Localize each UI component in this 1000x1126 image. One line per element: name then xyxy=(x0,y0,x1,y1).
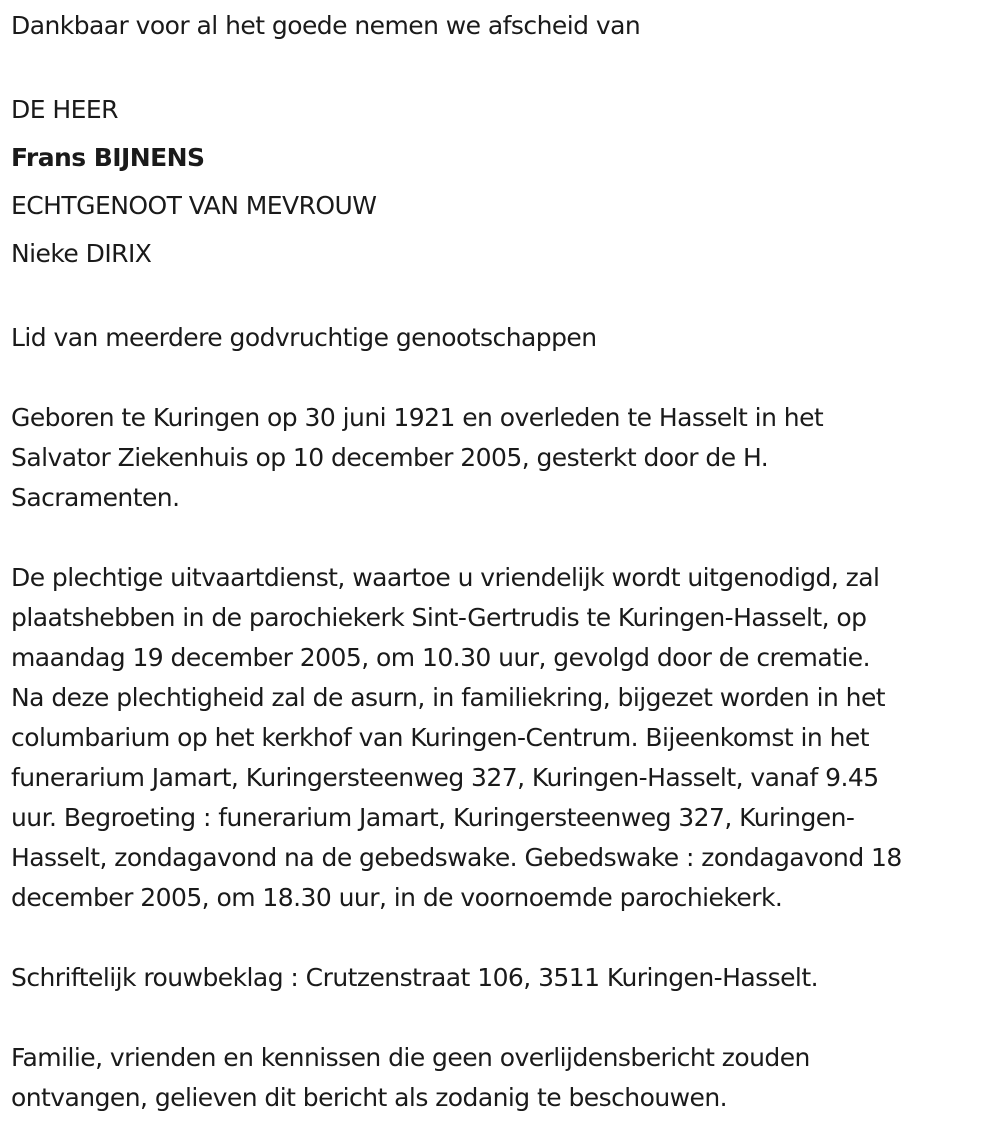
paragraph-line: maandag 19 december 2005, om 10.30 uur, gevolgd door de crematie. xyxy=(11,643,871,672)
birth-death-paragraph xyxy=(11,398,986,518)
spacer xyxy=(11,278,986,318)
closing-paragraph xyxy=(11,1038,986,1118)
condolences-text: Schriftelijk rouwbeklag : Crutzenstraat 106, 3511 Kuringen-Hasselt. xyxy=(11,963,818,992)
paragraph-line: Sacramenten. xyxy=(11,483,180,512)
spacer xyxy=(11,518,986,558)
paragraph-line: Na deze plechtigheid zal de asurn, in familiekring, bijgezet worden in het xyxy=(11,683,886,712)
paragraph-line: december 2005, om 18.30 uur, in de voornoemde parochiekerk. xyxy=(11,883,783,912)
paragraph-line: plaatshebben in de parochiekerk Sint-Gertrudis te Kuringen-Hasselt, op xyxy=(11,603,867,632)
deceased-name: Frans BIJNENS xyxy=(11,143,205,172)
spacer xyxy=(11,358,986,398)
paragraph-line: Hasselt, zondagavond na de gebedswake. Gebedswake : zondagavond 18 xyxy=(11,843,902,872)
paragraph-line: funerarium Jamart, Kuringersteenweg 327, Kuringen-Hasselt, vanaf 9.45 xyxy=(11,763,879,792)
paragraph-line: Salvator Ziekenhuis op 10 december 2005, gesterkt door de H. xyxy=(11,443,769,472)
spouse-name: Nieke DIRIX xyxy=(11,239,152,268)
intro-text: Dankbaar voor al het goede nemen we afscheid van xyxy=(11,11,641,40)
paragraph-line: uur. Begroeting : funerarium Jamart, Kuringersteenweg 327, Kuringen- xyxy=(11,803,855,832)
spacer xyxy=(11,46,986,86)
paragraph-line: ontvangen, gelieven dit bericht als zodanig te beschouwen. xyxy=(11,1083,728,1112)
membership-text: Lid van meerdere godvruchtige genootschappen xyxy=(11,323,597,352)
paragraph-line: columbarium op het kerkhof van Kuringen-Centrum. Bijeenkomst in het xyxy=(11,723,869,752)
obituary-notice xyxy=(11,6,986,1118)
paragraph-line: Familie, vrienden en kennissen die geen overlijdensbericht zouden xyxy=(11,1043,810,1072)
paragraph-line: Geboren te Kuringen op 30 juni 1921 en overleden te Hasselt in het xyxy=(11,403,824,432)
spouse-label: ECHTGENOOT VAN MEVROUW xyxy=(11,191,377,220)
title-line: DE HEER xyxy=(11,95,118,124)
spacer xyxy=(11,998,986,1038)
spacer xyxy=(11,918,986,958)
funeral-paragraph xyxy=(11,558,986,918)
paragraph-line: De plechtige uitvaartdienst, waartoe u vriendelijk wordt uitgenodigd, zal xyxy=(11,563,880,592)
